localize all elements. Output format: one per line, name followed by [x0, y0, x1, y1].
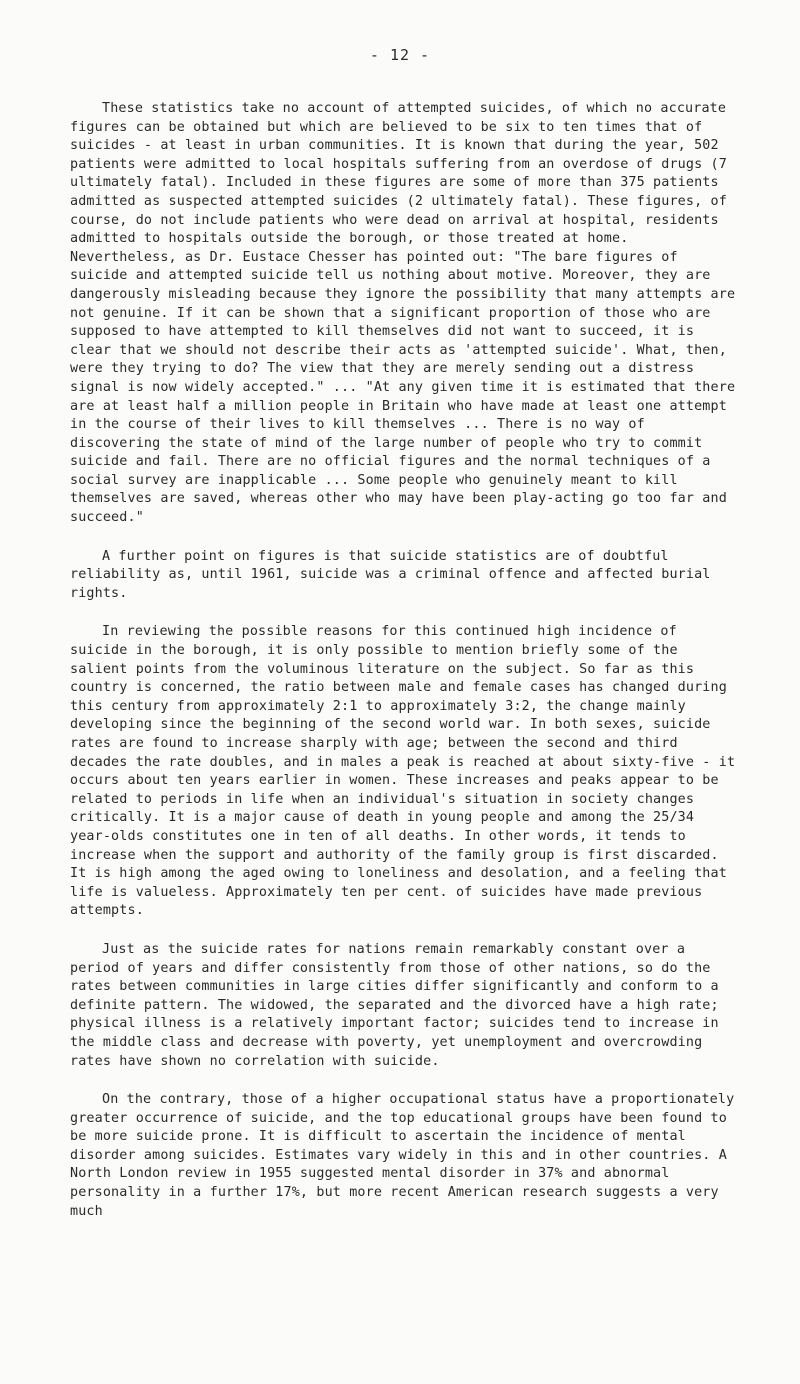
paragraph-community-rates: Just as the suicide rates for nations remain remarkably constant over a period of years and differ consistently from those of other nations, so do the rates between communities in large cities differ significantly and conform to a definite pattern. The widowed, the separated and the divorced have a high rate; physical illness is a relatively important factor; suicides tend to increase in the middle class and decrease with poverty, yet unemployment and overcrowding rates have shown no correlation with suicide.	[70, 941, 719, 1069]
paragraph-occupational-status: On the contrary, those of a higher occupational status have a proportionately greater occurrence of suicide, and the top educational groups have been found to be more suicide prone. It is difficult to ascertain the incidence of mental disorder among suicides. Estimates vary widely in this and in other countries. A North London review in 1955 suggested mental disorder in 37% and abnormal personality in a further 17%, but more recent American research suggests a very much	[70, 1092, 735, 1219]
paragraph-statistics-reliability: A further point on figures is that suicide statistics are of doubtful reliability as, until 1961, suicide was a criminal offence and affected burial rights.	[70, 548, 711, 601]
page-number: - 12 -	[369, 46, 431, 64]
body-text	[70, 100, 738, 1241]
paragraph-possible-reasons: In reviewing the possible reasons for this continued high incidence of suicide in the borough, it is only possible to mention briefly some of the salient points from the voluminous literature on the subject. So far as this country is concerned, the ratio between male and female cases has changed during this century from approximately 2:1 to approximately 3:2, the change mainly developing since the beginning of the second world war. In both sexes, suicide rates are found to increase sharply with age; between the second and third decades the rate doubles, and in males a peak is reached at about sixty-five - it occurs about ten years earlier in women. These increases and peaks appear to be related to periods in life when an individual's situation in society changes critically. It is a major cause of death in young people and among the 25/34 year-olds constitutes one in ten of all deaths. In other words, it tends to increase when the support and authority of the family group is first discarded. It is high among the aged owing to loneliness and desolation, and a feeling that life is valueless. Approximately ten per cent. of suicides have made previous attempts.	[70, 624, 736, 919]
paragraph-attempted-suicides: These statistics take no account of attempted suicides, of which no accurate figures can be obtained but which are believed to be six to ten times that of suicides - at least in urban communities. It is known that during the year, 502 patients were admitted to local hospitals suffering from an overdose of drugs (7 ultimately fatal). Included in these figures are some of more than 375 patients admitted as suspected attempted suicides (2 ultimately fatal). These figures, of course, do not include patients who were dead on arrival at hospital, residents admitted to hospitals outside the borough, or those treated at home. Nevertheless, as Dr. Eustace Chesser has pointed out: "The bare figures of suicide and attempted suicide tell us nothing about motive. Moreover, they are dangerously misleading because they ignore the possibility that many attempts are not genuine. If it can be shown that a significant proportion of those who are supposed to have attempted to kill themselves did not want to succeed, it is clear that we should not describe their acts as 'attempted suicide'. What, then, were they trying to do? The view that they are merely sending out a distress signal is now widely accepted." ... "At any given time it is estimated that there are at least half a million people in Britain who have made at least one attempt in the course of their lives to kill themselves ... There is no way of discovering the state of mind of the large number of people who try to commit suicide and fail. There are no official figures and the normal techniques of a social survey are inapplicable ... Some people who genuinely meant to kill themselves are saved, whereas other who may have been play-acting go too far and succeed."	[70, 101, 736, 526]
